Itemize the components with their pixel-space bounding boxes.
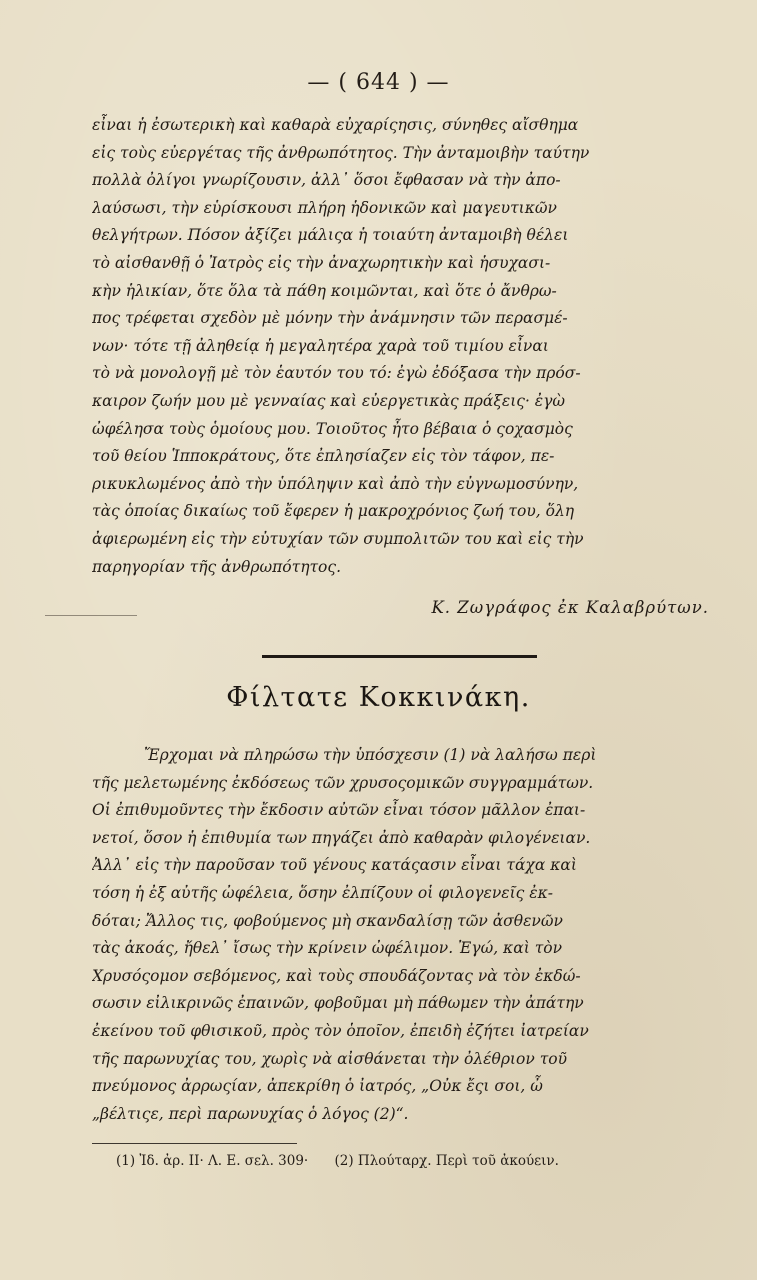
text-line: τῆς μελετωμένης ἐκδόσεως τῶν χρυσοςομικῶν συγγραμμάτων. [92,773,594,792]
text-line: νετοί, ὅσον ἡ ἐπιθυμία των πηγάζει ἀπὸ καθαρὰν φιλογένειαν. [92,828,591,847]
text-line: πνεύμονος ἀρρωςίαν, ἀπεκρίθη ὁ ἰατρός, „Οὐκ ἔςι σοι, ὦ [92,1077,543,1096]
text-line: δόται; Ἄλλος τις, φοβούμενος μὴ σκανδαλίσῃ τῶν ἀσθενῶν [92,911,563,930]
text-line: πολλὰ ὀλίγοι γνωρίζουσιν, ἀλλ᾽ ὅσοι ἔφθασαν νὰ τὴν ἀπο- [92,171,561,190]
text-line: τὸ αἰσθανθῇ ὁ Ἰατρὸς εἰς τὴν ἀναχωρητικὴν καὶ ἡσυχασι- [92,253,551,272]
text-line: εἰς τοὺς εὐεργέτας τῆς ἀνθρωπότητος. Τὴν ἀνταμοιβὴν ταύτην [92,143,590,162]
text-line: Ἔρχομαι νὰ πληρώσω τὴν ὑπόσχεσιν (1) νὰ λαλήσω περὶ [144,746,597,764]
text-line: τῆς παρωνυχίας του, χωρὶς νὰ αἰσθάνεται τὴν ὀλέθριον τοῦ [92,1049,568,1068]
text-line: τόση ἡ ἐξ αὐτῆς ὠφέλεια, ὅσην ἐλπίζουν οἱ φιλογενεῖς ἐκ- [92,883,554,902]
continued-text-block [92,112,712,581]
text-line: κὴν ἡλικίαν, ὅτε ὅλα τὰ πάθη κοιμῶνται, καὶ ὅτε ὁ ἄνθρω- [92,281,557,300]
text-line: „βέλτιςε, περὶ παρωνυχίας ὁ λόγος (2)“. [92,1104,409,1123]
text-line: νων· τότε τῇ ἀληθείᾳ ἡ μεγαλητέρα χαρὰ τοῦ τιμίου εἶναι [92,336,549,355]
text-line: ὠφέλησα τοὺς ὁμοίους μου. Τοιοῦτος ἦτο βέβαια ὁ ςοχασμὸς [92,419,573,438]
margin-stroke [45,615,137,616]
text-line: πος τρέφεται σχεδὸν μὲ μόνην τὴν ἀνάμνησιν τῶν περασμέ- [92,309,568,328]
footnotes [116,1153,716,1169]
text-line: τὰς ὁποίας δικαίως τοῦ ἔφερεν ἡ μακροχρόνιος ζωή του, ὅλη [92,502,575,521]
letter-heading: Φίλτατε Κοκκινάκη. [226,682,531,713]
footnote-1: (1) Ἰδ. ἀρ. ΙΙ· Λ. Ε. σελ. 309· [116,1153,309,1169]
author-signature: Κ. Ζωγράφος ἐκ Καλαβρύτων. [431,598,709,617]
text-line: ρικυκλωμένος ἀπὸ τὴν ὑπόληψιν καὶ ἀπὸ τὴν εὐγνωμοσύνην, [92,474,579,493]
text-line: λαύσωσι, τὴν εὑρίσκουσι πλήρη ἡδονικῶν καὶ μαγευτικῶν [92,198,557,217]
text-line: θελγήτρων. Πόσον ἀξίζει μάλιςα ἡ τοιαύτη ἀνταμοιβὴ θέλει [92,226,569,245]
text-line: Χρυσόςομον σεβόμενος, καὶ τοὺς σπουδάζοντας νὰ τὸν ἐκδώ- [92,966,581,985]
section-divider [262,655,537,658]
text-line: σωσιν εἰλικρινῶς ἐπαινῶν, φοβοῦμαι μὴ πάθωμεν τὴν ἀπάτην [92,994,584,1013]
page-number-header: — ( 644 ) — [307,70,450,95]
text-line: τὸ νὰ μονολογῇ μὲ τὸν ἑαυτόν του τό: ἐγὼ ἐδόξασα τὴν πρόσ- [92,364,581,383]
text-line: Ἀλλ᾽ εἰς τὴν παροῦσαν τοῦ γένους κατάςασιν εἶναι τάχα καὶ [92,856,577,875]
text-line: εἶναι ἡ ἐσωτερικὴ καὶ καθαρὰ εὐχαρίςησις, σύνηθες αἴσθημα [92,116,579,134]
text-line: τοῦ θείου Ἱπποκράτους, ὅτε ἐπλησίαζεν εἰς τὸν τάφον, πε- [92,447,555,466]
text-line: ἀφιερωμένη εἰς τὴν εὐτυχίαν τῶν συμπολιτῶν του καὶ εἰς τὴν [92,529,584,548]
text-line: ἐκείνου τοῦ φθισικοῦ, πρὸς τὸν ὁποῖον, ἐπειδὴ ἐζήτει ἰατρείαν [92,1021,589,1040]
footnote-2: (2) Πλούταρχ. Περὶ τοῦ ἀκούειν. [334,1153,559,1169]
text-line: παρηγορίαν τῆς ἀνθρωπότητος. [92,557,341,576]
text-line: Οἱ ἐπιθυμοῦντες τὴν ἔκδοσιν αὐτῶν εἶναι τόσον μᾶλλον ἐπαι- [92,801,586,820]
text-line: τὰς ἀκοάς, ἤθελ᾽ ἴσως τὴν κρίνειν ὠφέλιμον. Ἐγώ, καὶ τὸν [92,939,563,958]
footnote-divider [92,1143,297,1144]
letter-text-block [92,742,712,1128]
text-line: καιρον ζωήν μου μὲ γενναίας καὶ εὐεργετικὰς πράξεις· ἐγὼ [92,391,566,410]
